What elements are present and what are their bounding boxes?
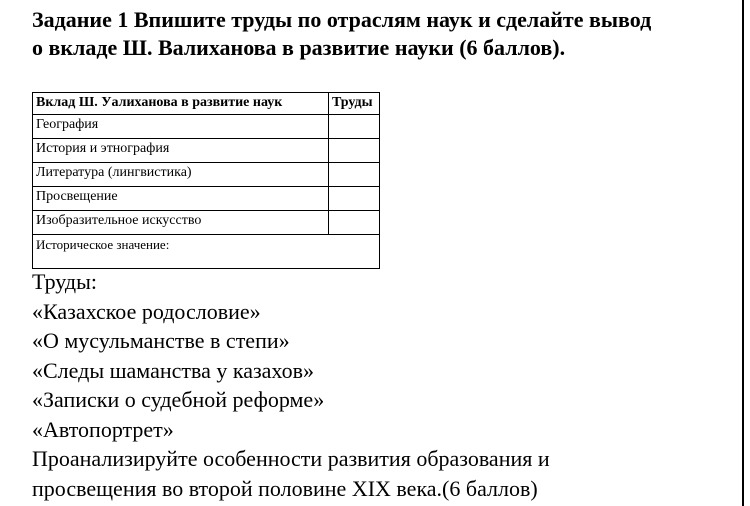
table-cell-works-empty[interactable]: [329, 163, 380, 187]
contribution-table: [32, 92, 380, 269]
table-cell-field: Изобразительное искусство: [33, 211, 329, 235]
list-item: «Казахское родословие»: [32, 298, 261, 324]
works-list: [32, 267, 550, 503]
table-cell-works-empty[interactable]: [329, 187, 380, 211]
task2-line-2: просвещения во второй половине XIX века.(6 баллов): [32, 475, 538, 501]
table-row: [33, 163, 380, 187]
table-cell-field: Просвещение: [33, 187, 329, 211]
table-cell-works-empty[interactable]: [329, 115, 380, 139]
task-heading-line-1: Задание 1 Впишите труды по отраслям наук и сделайте вывод: [32, 7, 652, 32]
task-heading: [32, 6, 740, 62]
table-cell-field: История и этнография: [33, 139, 329, 163]
list-item: «О мусульманстве в степи»: [32, 328, 290, 353]
list-item: «Записки о судебной реформе»: [32, 387, 325, 412]
table-row: [33, 139, 380, 163]
table-cell-works-empty[interactable]: [329, 139, 380, 163]
table-header-row: [33, 93, 380, 115]
table-cell-field: География: [33, 115, 329, 139]
table-row: [33, 187, 380, 211]
table-header-contribution: Вклад Ш. Уалиханова в развитие наук: [33, 93, 329, 115]
task2-line-1: Проанализируйте особенности развития образования и: [32, 446, 550, 471]
works-label: Труды:: [32, 269, 98, 294]
table-row: [33, 211, 380, 235]
table-row-historical-significance: [33, 235, 380, 269]
table-cell-field: Литература (лингвистика): [33, 163, 329, 187]
list-item: «Следы шаманства у казахов»: [32, 357, 314, 383]
task-heading-line-2: о вкладе Ш. Валиханова в развитие науки (6 баллов).: [32, 35, 566, 60]
page-border: [742, 0, 744, 506]
list-item: «Автопортрет»: [32, 416, 174, 442]
table-cell-works-empty[interactable]: [329, 211, 380, 235]
table-header-works: Труды: [329, 93, 380, 115]
table-cell-historical-significance[interactable]: Историческое значение:: [33, 235, 380, 269]
table-row: [33, 115, 380, 139]
